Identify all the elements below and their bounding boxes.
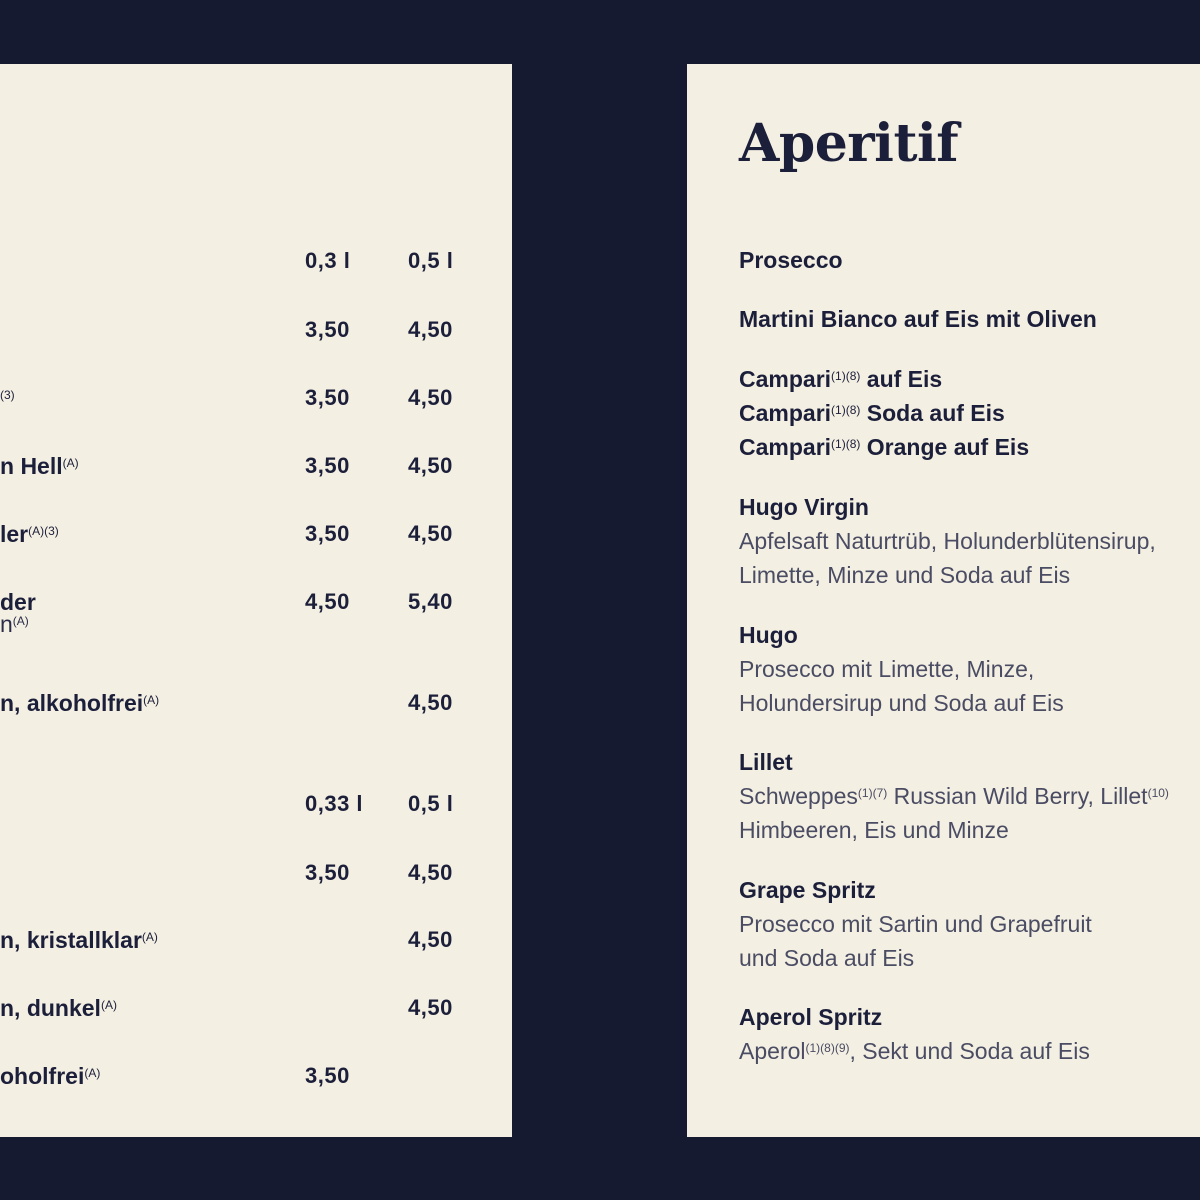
item-description-text: Holundersirup und Soda auf Eis	[739, 690, 1064, 716]
size-header-row	[0, 791, 512, 831]
item-description-text: , Sekt und Soda auf Eis	[849, 1038, 1090, 1064]
item-description	[739, 558, 1200, 592]
item-description-text: und Soda auf Eis	[739, 945, 915, 971]
price-small: 3,50	[305, 860, 350, 885]
price-row	[0, 453, 512, 493]
price-large: 4,50	[408, 385, 453, 410]
footnote-marker: (3)	[0, 388, 15, 402]
price-large: 4,50	[408, 860, 453, 885]
price-small: 3,50	[305, 1063, 350, 1088]
item-description-text: Schweppes	[739, 783, 858, 809]
item-description-text: Aperol	[739, 1038, 806, 1064]
footnote-marker: (1)(8)(9)	[805, 1041, 850, 1055]
menu-item	[739, 302, 1200, 336]
menu-item	[739, 745, 1200, 847]
aperitif-menu-card	[687, 64, 1200, 1137]
price-row	[0, 385, 512, 425]
drink-name-text: der	[0, 589, 36, 615]
menu-item	[739, 243, 1200, 277]
footnote-marker: (1)(8)	[831, 437, 861, 451]
price-small: 3,50	[305, 317, 350, 342]
size-label: 0,5 l	[408, 248, 454, 273]
footnote-marker: (1)(8)	[831, 369, 861, 383]
item-name-text: Soda auf Eis	[860, 400, 1005, 426]
drink-name	[0, 521, 59, 547]
drink-subtitle	[0, 611, 29, 637]
item-name-text: Lillet	[739, 749, 793, 775]
item-name	[739, 745, 1200, 779]
item-name-text: Hugo Virgin	[739, 494, 869, 520]
drink-name	[0, 927, 158, 953]
price-large: 4,50	[408, 317, 453, 342]
footnote-marker: (A)	[143, 693, 160, 707]
drink-name-text: ler	[0, 521, 29, 547]
price-row	[0, 317, 512, 357]
price-small: 3,50	[305, 385, 350, 410]
size-label: 0,5 l	[408, 791, 454, 816]
drink-subtitle-text: n	[0, 611, 13, 637]
item-description-text: Prosecco mit Sartin und Grapefruit	[739, 911, 1092, 937]
item-description	[739, 779, 1200, 813]
item-description	[739, 686, 1200, 720]
menu-item	[739, 1000, 1200, 1068]
item-description-text: Himbeeren, Eis und Minze	[739, 817, 1009, 843]
section-title: Aperitif	[739, 113, 959, 174]
drink-name-text: n, kristallklar	[0, 927, 142, 953]
footnote-marker: (A)	[100, 998, 117, 1012]
item-name-text: Campari	[739, 366, 832, 392]
footnote-marker: (1)(8)	[831, 403, 861, 417]
item-name	[739, 618, 1200, 652]
item-name	[739, 362, 1200, 396]
price-small: 4,50	[305, 589, 350, 614]
price-large: 4,50	[408, 690, 453, 715]
drink-name	[0, 453, 79, 479]
price-row	[0, 927, 512, 967]
drink-name	[0, 995, 117, 1021]
footnote-marker: (1)(7)	[857, 786, 888, 800]
item-description	[739, 1034, 1200, 1068]
footnote-marker: (A)	[12, 614, 29, 628]
item-name-text: Prosecco	[739, 247, 843, 273]
item-name-text: auf Eis	[860, 366, 943, 392]
drink-name	[0, 385, 15, 411]
item-description-text: Apfelsaft Naturtrüb, Holunderblütensirup,	[739, 528, 1156, 554]
item-name	[739, 873, 1200, 907]
menu-item	[739, 873, 1200, 975]
drink-name-text: n, alkoholfrei	[0, 690, 144, 716]
price-row	[0, 690, 512, 730]
size-header-row	[0, 248, 512, 288]
price-large: 4,50	[408, 995, 453, 1020]
price-small: 3,50	[305, 521, 350, 546]
price-row	[0, 589, 512, 637]
item-name-text: Orange auf Eis	[860, 434, 1030, 460]
drink-name-text: n, dunkel	[0, 995, 101, 1021]
item-description	[739, 907, 1200, 941]
item-description-text: Prosecco mit Limette, Minze,	[739, 656, 1035, 682]
item-name	[739, 1000, 1200, 1034]
footnote-marker: (A)	[84, 1066, 101, 1080]
price-large: 4,50	[408, 453, 453, 478]
drink-name-text: oholfrei	[0, 1063, 85, 1089]
item-name-text: Martini Bianco auf Eis mit Oliven	[739, 306, 1097, 332]
drink-name	[0, 1063, 100, 1089]
price-large: 5,40	[408, 589, 453, 614]
price-row	[0, 1063, 512, 1103]
item-description-text: Limette, Minze und Soda auf Eis	[739, 562, 1071, 588]
size-label: 0,3 l	[305, 248, 351, 273]
item-name-text: Aperol Spritz	[739, 1004, 883, 1030]
item-description	[739, 813, 1200, 847]
item-name-text: Campari	[739, 434, 832, 460]
footnote-marker: (10)	[1147, 786, 1169, 800]
item-name	[739, 243, 1200, 277]
item-description-text: Russian Wild Berry, Lillet	[887, 783, 1148, 809]
price-large: 4,50	[408, 521, 453, 546]
footnote-marker: (A)	[62, 456, 79, 470]
price-large: 4,50	[408, 927, 453, 952]
item-name-text: Grape Spritz	[739, 877, 876, 903]
item-description	[739, 941, 1200, 975]
item-name	[739, 302, 1200, 336]
price-row	[0, 995, 512, 1035]
item-name	[739, 396, 1200, 430]
item-description	[739, 524, 1200, 558]
item-description	[739, 652, 1200, 686]
drink-name	[0, 690, 159, 716]
footnote-marker: (A)	[141, 930, 158, 944]
price-row	[0, 860, 512, 900]
menu-item	[739, 618, 1200, 720]
size-label: 0,33 l	[305, 791, 364, 816]
menu-item	[739, 490, 1200, 592]
price-small: 3,50	[305, 453, 350, 478]
drink-name-text: n Hell	[0, 453, 63, 479]
item-name	[739, 490, 1200, 524]
left-menu-card	[0, 64, 512, 1137]
item-name-text: Hugo	[739, 622, 798, 648]
item-name	[739, 430, 1200, 464]
footnote-marker: (A)(3)	[28, 524, 59, 538]
item-name-text: Campari	[739, 400, 832, 426]
price-row	[0, 521, 512, 561]
menu-item	[739, 362, 1200, 464]
